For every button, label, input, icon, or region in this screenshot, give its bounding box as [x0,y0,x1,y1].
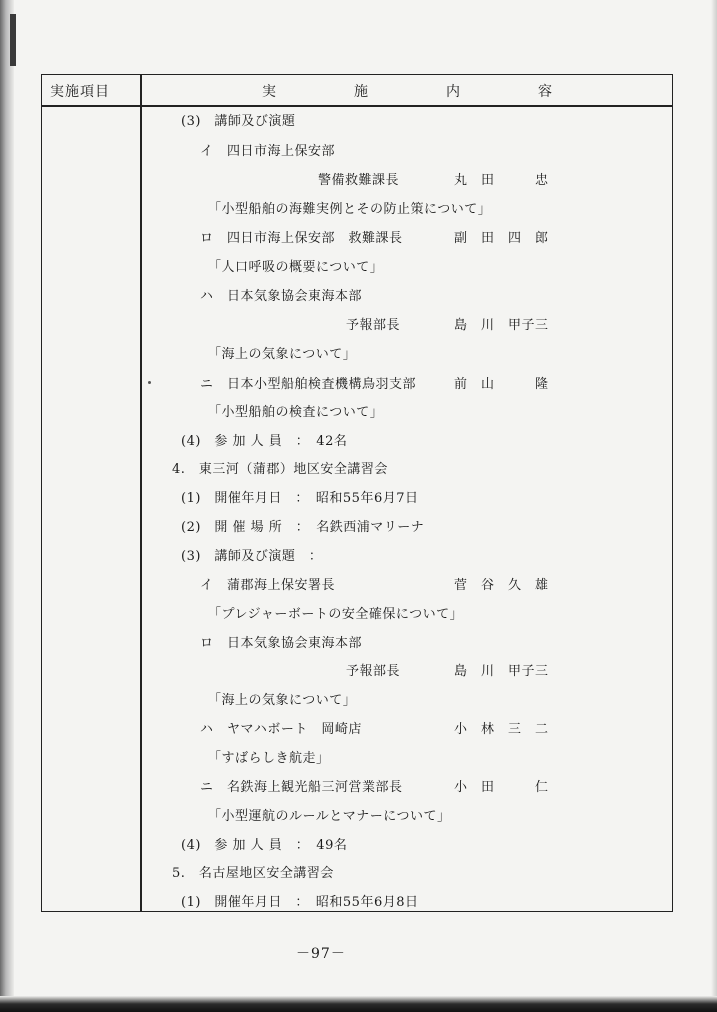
lecture-topic: 「すばらしき航走」 [208,751,330,766]
lecture-topic: 「小型船舶の検査について」 [208,405,384,420]
lecturer-name: 島 川 甲子三 [454,664,549,679]
lecturer-name: 副 田 四 郎 [454,231,549,246]
scan-mark [10,14,16,66]
scan-edge-right [711,0,717,1012]
lecturer-title: 警備救難課長 [318,173,400,188]
event-venue: (2) 開 催 場 所 ： 名鉄西浦マリーナ [181,520,425,535]
header-char: 施 [354,84,368,100]
column-divider [140,75,142,911]
lecture-topic: 「小型運航のルールとマナーについて」 [208,809,451,824]
lecturer-org: イ 四日市海上保安部 [200,144,336,159]
event-date: (1) 開催年月日 ： 昭和55年6月7日 [181,491,419,506]
header-char: 実 [262,84,276,100]
header-divider [42,105,672,107]
lecturer-name: 島 川 甲子三 [454,318,549,333]
lecturer-title: 予報部長 [346,318,401,333]
lecture-topic: 「小型船舶の海難実例とその防止策について」 [208,202,492,217]
lecture-topic: 「プレジャーボートの安全確保について」 [208,607,464,622]
attendance-count: (4) 参 加 人 員 ： 42名 [181,434,348,449]
scan-edge-bottom [0,996,717,1012]
page-number: －97－ [296,946,346,962]
lecturer-name: 小 林 三 二 [454,722,549,737]
attendance-count: (4) 参 加 人 員 ： 49名 [181,838,348,853]
lecturer-org: ニ 名鉄海上観光船三河営業部長 [200,780,403,795]
lecturer-title: 予報部長 [346,664,401,679]
section-heading: 5. 名古屋地区安全講習会 [172,866,334,881]
header-char: 内 [446,84,460,100]
lecturer-name: 小 田 仁 [454,780,549,795]
section-lecturers-heading: (3) 講師及び演題 ： [181,549,323,564]
lecturer-org: イ 蒲郡海上保安署長 [200,578,336,593]
lecturer-name: 前 山 隆 [454,377,549,392]
lecturer-name: 菅 谷 久 雄 [454,578,549,593]
lecturer-org: ニ 日本小型船舶検査機構鳥羽支部 [200,377,417,392]
section-heading: 4. 東三河（蒲郡）地区安全講習会 [172,462,388,477]
lecturer-org: ハ 日本気象協会東海本部 [200,289,363,304]
lecturer-org: ロ 日本気象協会東海本部 [200,636,363,651]
event-date: (1) 開催年月日 ： 昭和55年6月8日 [181,895,419,910]
section-lecturers-heading: (3) 講師及び演題 [181,114,296,129]
lecturer-org: ハ ヤマハボート 岡崎店 [200,722,362,737]
scan-edge-left [0,0,14,1012]
header-char: 容 [538,84,552,100]
lecturer-org: ロ 四日市海上保安部 救難課長 [200,231,403,246]
lecture-topic: 「海上の気象について」 [208,347,357,362]
header-implementation-content [142,81,672,101]
header-implementation-item: 実施項目 [50,84,110,100]
lecture-topic: 「海上の気象について」 [208,693,357,708]
lecturer-name: 丸 田 忠 [454,173,549,188]
lecture-topic: 「人口呼吸の概要について」 [208,260,384,275]
